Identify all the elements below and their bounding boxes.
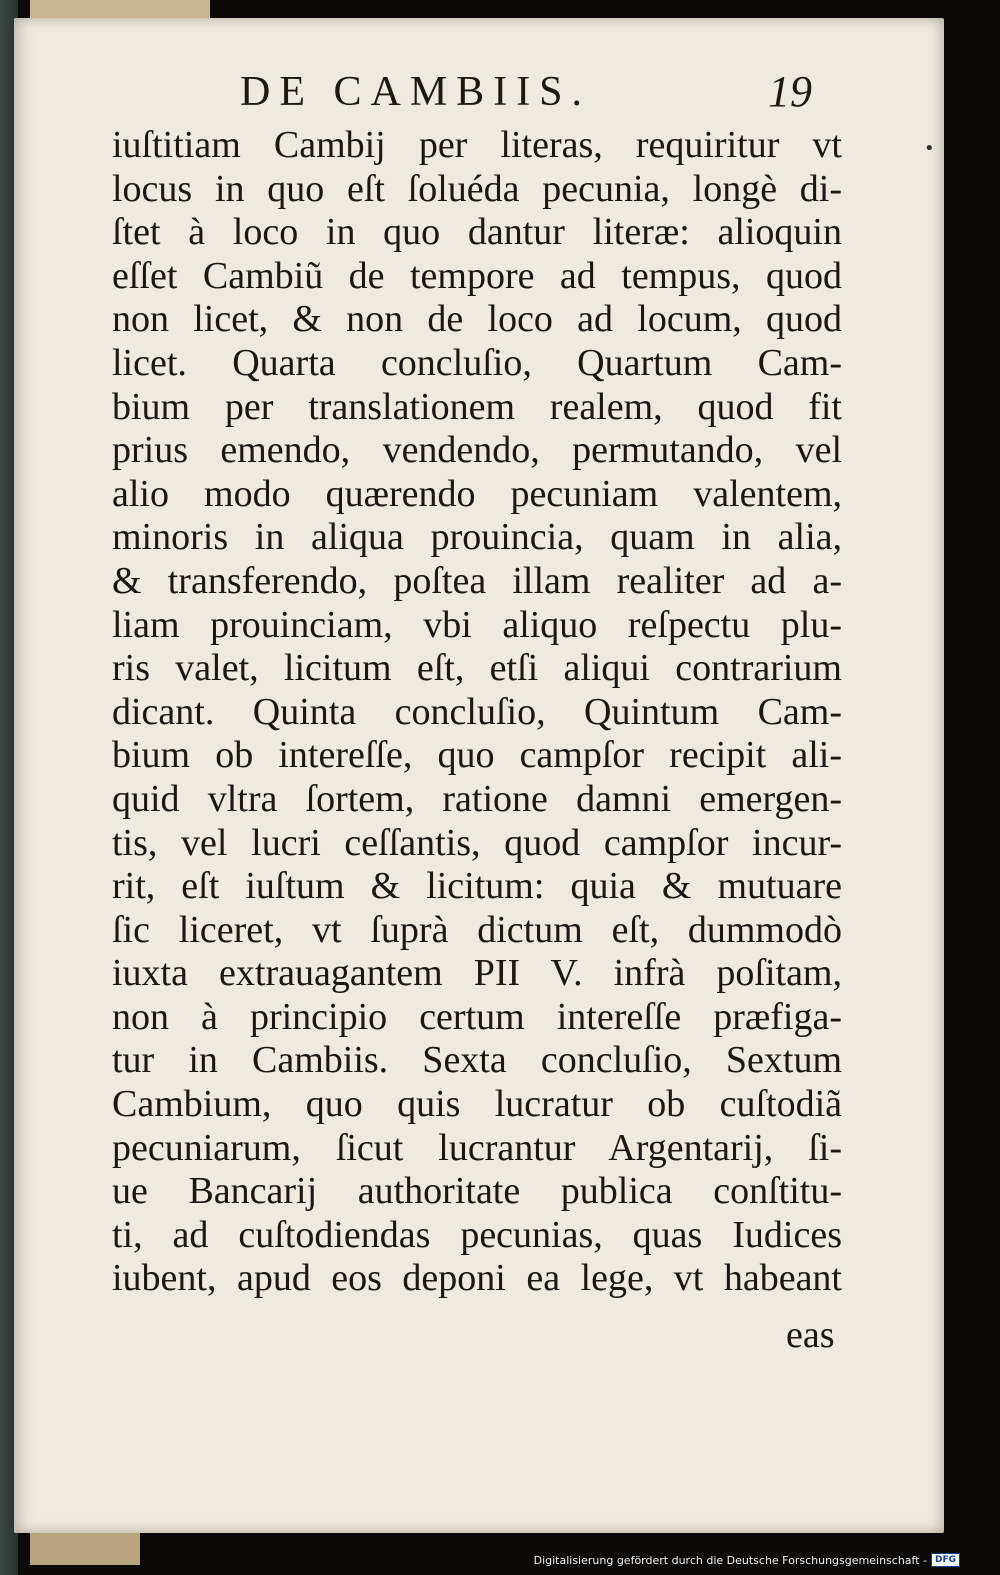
text-line: iuxta extrauagantem PII V. infrà poſitam,	[112, 952, 842, 995]
text-line: pecuniarum, ſicut lucrantur Argentarij, ſi-	[112, 1126, 842, 1169]
text-line: iuſtitiam Cambij per literas, requiritur vt	[112, 124, 842, 166]
running-head: DE CAMBIIS.	[240, 69, 592, 115]
margin-mark: •	[924, 138, 935, 159]
text-line: eſſet Cambiũ de tempore ad tempus, quod	[112, 254, 842, 297]
text-line: rit, eſt iuſtum & licitum: quia & mutuare	[112, 865, 842, 908]
text-line: & transferendo, poſtea illam realiter ad a-	[112, 559, 842, 602]
text-line: Cambium, quo quis lucratur ob cuſtodiã	[112, 1083, 842, 1126]
dfg-logo: DFG	[931, 1553, 960, 1567]
text-line: tur in Cambiis. Sexta concluſio, Sextum	[112, 1039, 842, 1082]
page-number: 19	[768, 67, 812, 116]
text-line: non licet, & non de loco ad locum, quod	[112, 298, 842, 341]
text-line: licet. Quarta concluſio, Quartum Cam-	[112, 341, 842, 384]
text-line: bium ob intereſſe, quo campſor recipit ali-	[112, 734, 842, 777]
text-line: iubent, apud eos deponi ea lege, vt habeant	[112, 1257, 842, 1300]
catchword: eas	[786, 1314, 835, 1356]
text-line: ſtet à loco in quo dantur literæ: alioquin	[112, 211, 842, 254]
text-line: locus in quo eſt ſoluéda pecunia, longè di-	[112, 167, 842, 210]
body-text	[112, 124, 842, 1301]
credit-text: Digitalisierung gefördert durch die Deutsche Forschungsgemeinschaft -	[533, 1553, 927, 1567]
text-line: ſic liceret, vt ſuprà dictum eſt, dummodò	[112, 908, 842, 951]
text-line: dicant. Quinta concluſio, Quintum Cam-	[112, 690, 842, 733]
text-line: prius emendo, vendendo, permutando, vel	[112, 429, 842, 472]
text-line: quid vltra ſortem, ratione damni emergen-	[112, 777, 842, 820]
text-line: non à principio certum intereſſe præfiga-	[112, 995, 842, 1038]
digitization-credit	[534, 1553, 960, 1567]
text-line: bium per translationem realem, quod fit	[112, 385, 842, 428]
text-line: alio modo quærendo pecuniam valentem,	[112, 472, 842, 515]
text-line: ue Bancarij authoritate publica conſtitu-	[112, 1170, 842, 1213]
text-line: ti, ad cuſtodiendas pecunias, quas Iudices	[112, 1213, 842, 1256]
text-line: ris valet, licitum eſt, etſi aliqui contrarium	[112, 647, 842, 690]
text-line: liam prouinciam, vbi aliquo reſpectu plu-	[112, 603, 842, 646]
text-line: tis, vel lucri ceſſantis, quod campſor incur-	[112, 821, 842, 864]
text-line: minoris in aliqua prouincia, quam in alia,	[112, 516, 842, 559]
